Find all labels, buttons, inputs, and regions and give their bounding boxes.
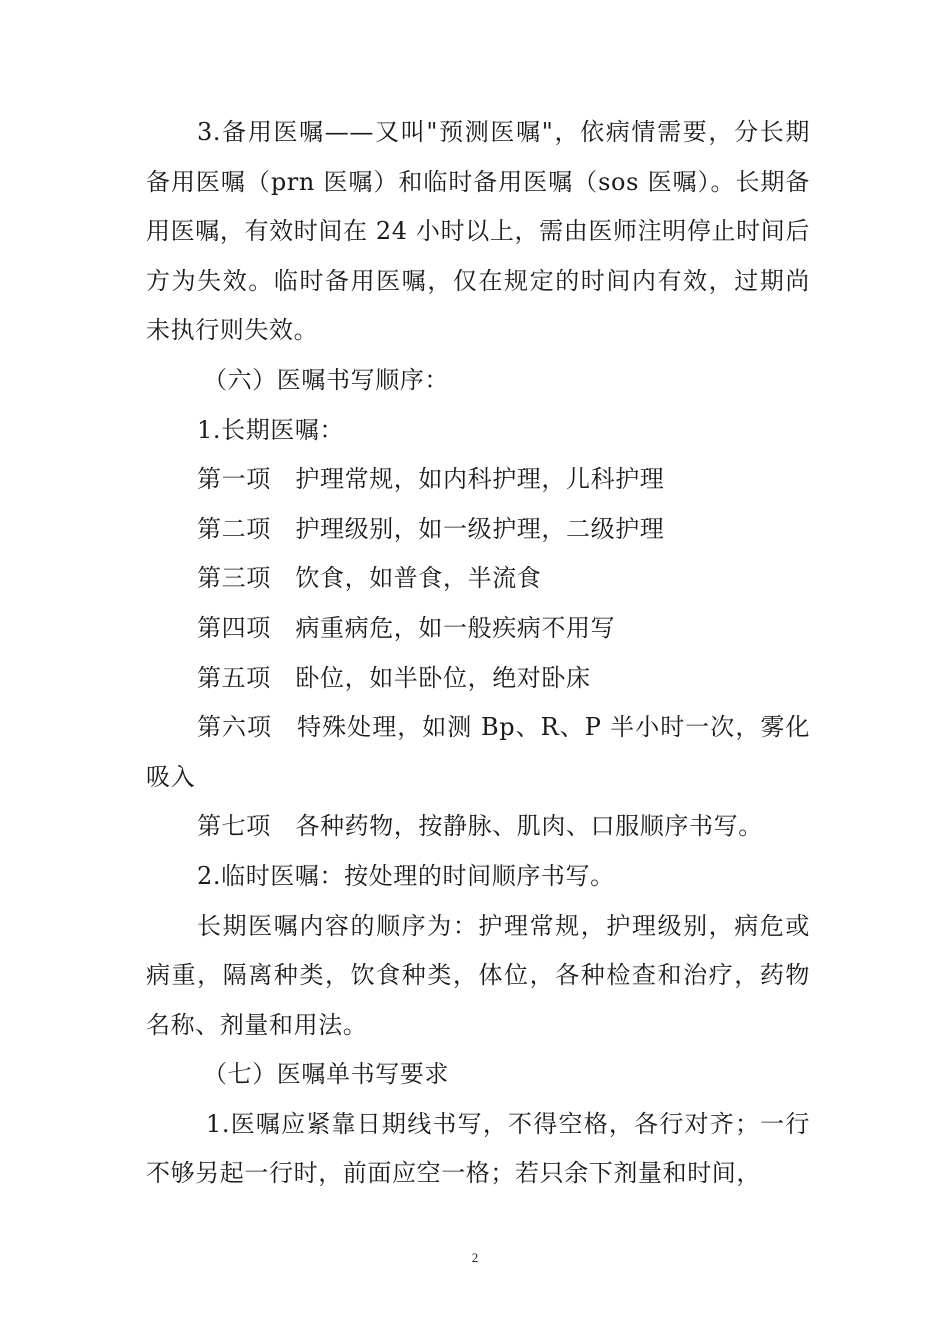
list-item-2: 第二项 护理级别，如一级护理，二级护理 <box>197 514 665 543</box>
heading-order-writing-sequence: （六）医嘱书写顺序： <box>203 365 449 394</box>
list-item-7: 第七项 各种药物，按静脉、肌肉、口服顺序书写。 <box>197 812 763 841</box>
subheading-temporary-orders: 2.临时医嘱：按处理的时间顺序书写。 <box>197 861 615 890</box>
paragraph-requirement-1: 1.医嘱应紧靠日期线书写，不得空格，各行对齐；一行不够另起一行时，前面应空一格；若只余下剂量和时间， <box>146 1109 810 1188</box>
page-number: 2 <box>471 1250 479 1265</box>
list-item-5: 第五项 卧位，如半卧位，绝对卧床 <box>197 663 591 692</box>
list-item-1: 第一项 护理常规，如内科护理，儿科护理 <box>197 465 665 494</box>
heading-order-sheet-requirements: （七）医嘱单书写要求 <box>203 1060 449 1089</box>
document-body <box>146 108 810 1199</box>
paragraph-long-term-order-sequence: 长期医嘱内容的顺序为：护理常规，护理级别，病危或病重，隔离种类，饮食种类，体位，各种检查和治疗，药物名称、剂量和用法。 <box>146 911 810 1039</box>
list-item-6: 第六项 特殊处理，如测 Bp、R、P 半小时一次，雾化吸入 <box>146 713 810 791</box>
list-item-4: 第四项 病重病危，如一般疾病不用写 <box>197 613 616 642</box>
list-item-3: 第三项 饮食，如普食，半流食 <box>197 564 542 593</box>
subheading-long-term-orders: 1.长期医嘱： <box>197 415 345 444</box>
paragraph-standby-orders: 3.备用医嘱——又叫"预测医嘱"，依病情需要，分长期备用医嘱（prn 医嘱）和临时备用医嘱（sos 医嘱）。长期备用医嘱，有效时间在 24 小时以上，需由医师注明停止时间后方为失效。临时备用医嘱，仅在规定的时间内有效，过期尚未执行则失效。 <box>146 118 810 345</box>
